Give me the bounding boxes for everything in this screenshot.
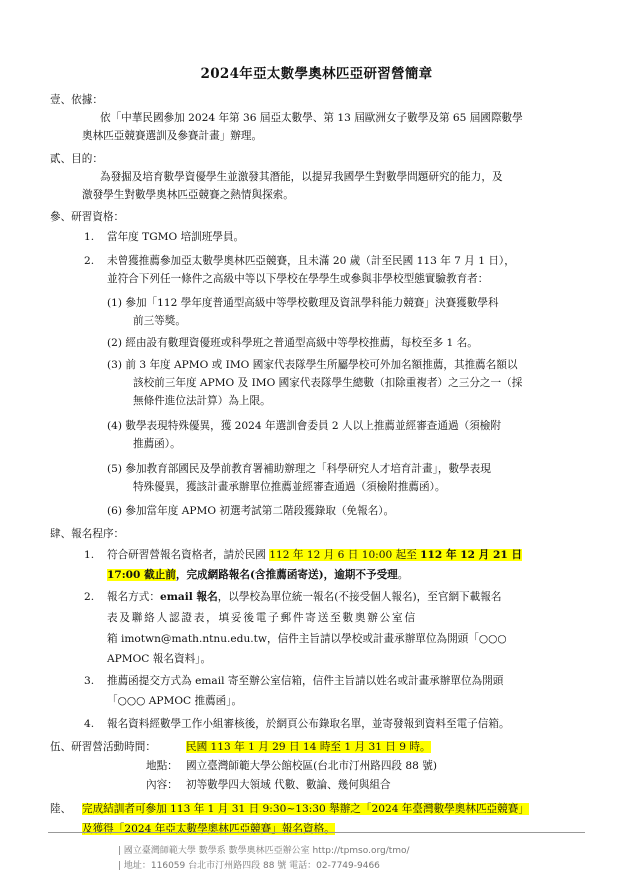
criterion-3-line-1: (3) 前 3 年度 APMO 或 IMO 國家代表隊學生所屬學校可外加名額推薦，其推薦名額以 [107,359,518,371]
section-1-heading: 壹、依據： [50,94,103,106]
section-3-item-2-line-1: 未曾獲推薦參加亞太數學奧林匹亞競賽，且未滿 20 歲（計至民國 113 年 7 月 1 日）， [107,255,515,267]
criterion-2-line-1: (2) 經由設有數理資優班或科學班之普通型高級中等學校推薦，每校至多 1 名。 [107,337,478,349]
section-2-line-2: 激發學生對數學奧林匹亞競賽之熱情與探索。 [82,189,294,201]
section-4-item-4-line-1: 報名資料經數學工作小組審核後，於網頁公布錄取名單，並寄發報到資料至電子信箱。 [107,718,510,730]
section-6-line-1 [82,800,529,818]
section-6-line-2 [82,820,335,838]
section-1-line-2: 奧林匹亞競賽選訓及參賽計畫」辦理。 [82,130,263,142]
registration-method-detail: ，以學校為單位統一報名(不接受個人報名)，至官網下載報名 [217,591,502,603]
section-2-heading: 貳、目的： [50,153,103,165]
criterion-5-line-2: 特殊優異，獲該計畫承辦單位推薦並經審查通過（須檢附推薦函）。 [133,481,446,493]
section-4-item-2-line-1 [107,588,501,606]
criterion-4-line-2: 推薦函）。 [133,438,181,450]
registration-period: 。 [397,569,409,581]
section-3-item-2-line-2: 並符合下列任一條件之高級中等以下學校在學學生或參與非學校型態實驗教育者： [107,273,489,285]
section-4-item-2-line-2: 表及聯絡人認證表，填妥後電子郵件寄送至數奧辦公室信 [107,612,417,624]
activity-time-highlight: 民國 113 年 1 月 29 日 14 時至 1 月 31 日 9 時。 [186,741,431,753]
criterion-4-line-1: (4) 數學表現特殊優異，獲 2024 年選訓會委員 2 人以上推薦並經審查通過（須檢附 [107,420,501,432]
registration-start-highlight: 112 年 12 月 6 日 10:00 起至 [269,549,421,561]
section-4-item-2-line-3: 箱 imotwn@math.ntnu.edu.tw，信件主旨請以學校或計畫承辦單位為開頭「○○○ [107,633,507,645]
section-4-item-4-number: 4. [84,718,95,730]
criterion-6-line-1: (6) 參加當年度 APMO 初選考試第二階段獲錄取（免報名）。 [107,505,395,517]
section-3-item-1-number: 1. [84,231,95,243]
criterion-3-line-3: 無條件進位法計算）為上限。 [133,395,271,407]
section-6-heading: 陸、 [50,803,72,815]
registration-deadline-highlight: 17:00 截止前 [107,569,176,581]
criterion-1-line-1: (1) 參加「112 學年度普通型高級中等學校數理及資訊學科能力競賽」決賽獲數學科 [107,297,499,309]
registration-deadline-note: ，完成網路報名(含推薦函寄送)，逾期不予受理 [175,569,398,581]
registration-intro: 符合研習營報名資格者，請於民國 [107,549,270,561]
section-5-heading: 伍、研習營活動時間： [50,741,156,753]
registration-end-date-highlight: 112 年 12 月 21 日 [420,549,522,561]
registration-method-label: 報名方式： [107,591,160,603]
apmo-eligibility-highlight: 及獲得「2024 年亞太數學奧林匹亞競賽」報名資格。 [82,823,335,835]
section-4-item-3-line-2: 「○○○ APMOC 推薦函」。 [107,695,243,707]
section-4-item-1-number: 1. [84,549,95,561]
document-title: 2024年亞太數學奧林匹亞研習營簡章 [200,66,433,82]
section-3-item-2-number: 2. [84,255,95,267]
activity-time [186,738,431,756]
section-4-item-1-line-1 [107,546,522,564]
competition-eligibility-highlight: 完成結訓者可參加 113 年 1 月 31 日 9:30~13:30 舉辦之「2024 年臺灣數學奧林匹亞競賽」 [82,803,529,815]
registration-method-email: email 報名 [159,591,218,603]
activity-content-label: 內容： [146,779,178,791]
footer-office-info: | 國立臺灣師範大學 數學系 數學奧林匹亞辦公室 http://tpmso.org/tmo/ [118,846,410,856]
criterion-3-line-2: 該校前三年度 APMO 及 IMO 國家代表隊學生總數（扣除重複者）之三分之一（採 [133,377,523,389]
section-4-item-2-number: 2. [84,591,95,603]
section-4-item-2-line-4: APMOC 報名資料」。 [107,653,212,665]
section-3-heading: 參、研習資格： [50,211,125,223]
section-4-item-1-line-2 [107,566,408,584]
section-4-item-3-line-1: 推薦函提交方式為 email 寄至辦公室信箱，信件主旨請以姓名或計畫承辦單位為開頭 [107,675,504,687]
footer-address: | 地址：116059 台北市汀州路四段 88 號 電話：02-7749-9466 [118,861,380,871]
activity-place: 國立臺灣師範大學公館校區(台北市汀州路四段 88 號) [186,760,437,772]
criterion-5-line-1: (5) 參加教育部國民及學前教育署補助辦理之「科學研究人才培育計畫」，數學表現 [107,463,491,475]
activity-content: 初等數學四大領域 代數、數論、幾何與組合 [186,779,391,791]
section-4-item-3-number: 3. [84,675,95,687]
section-4-heading: 肆、報名程序： [50,528,125,540]
criterion-1-line-2: 前三等獎。 [133,315,186,327]
section-1-line-1: 依「中華民國參加 2024 年第 36 屆亞太數學、第 13 屆歐洲女子數學及第 65 屆國際數學 [100,112,523,124]
activity-place-label: 地點： [146,760,178,772]
section-3-item-1: 當年度 TGMO 培訓班學員。 [107,231,245,243]
footer-divider [48,832,585,833]
section-2-line-1: 為發掘及培育數學資優學生並激發其潛能，以提昇我國學生對數學問題研究的能力，及 [100,171,503,183]
